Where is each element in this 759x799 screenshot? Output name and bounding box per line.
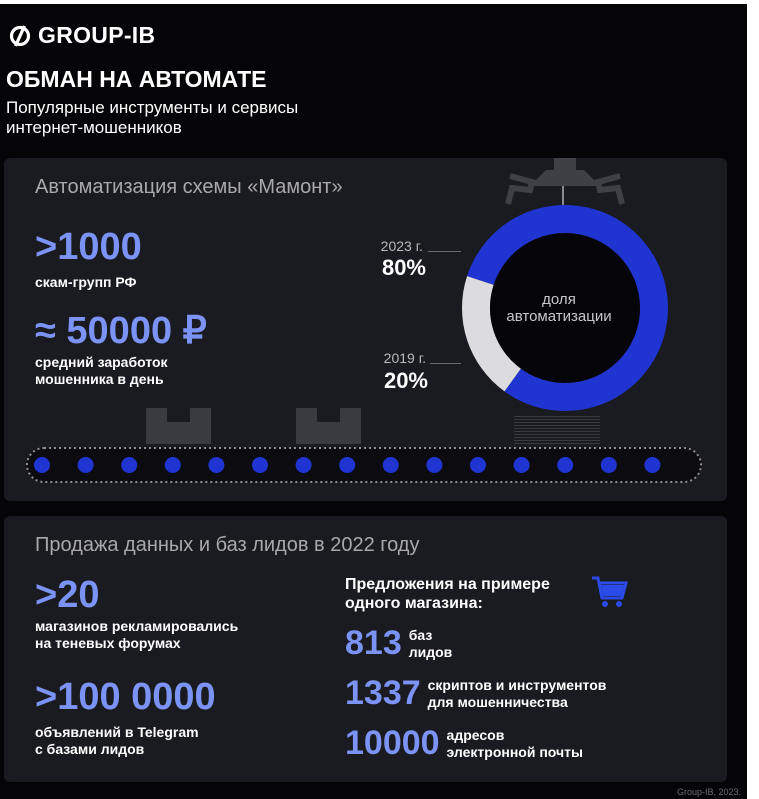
group-ib-logo [8,22,155,49]
stat-scam-groups-label: скам-групп РФ [35,274,137,290]
conveyor-roller-icon [382,456,400,474]
conveyor-roller-icon [338,456,356,474]
slice-value-2019: 20% [383,368,428,393]
stat-ads-value: >100 0000 [35,676,216,718]
automation-title: Автоматизация схемы «Мамонт» [35,176,343,198]
conveyor-belt [24,444,704,488]
conveyor-box [146,408,211,444]
conveyor-roller-icon [33,456,51,474]
conveyor-roller-icon [77,456,95,474]
logo-text: GROUP-IB [38,22,156,48]
conveyor-roller-icon [469,456,487,474]
slice-year-2019: 2019 г. [383,350,426,366]
conveyor-roller-icon [295,456,313,474]
offer-scripts-label: скриптов и инструментов для мошенничества [427,676,607,710]
leads-panel [4,516,727,782]
page-title: ОБМАН НА АВТОМАТЕ [6,66,267,92]
conveyor-roller-icon [556,456,574,474]
stat-shops-label: магазинов рекламировались на теневых форумах [35,618,239,651]
offer-emails-label: адресов электронной почты [446,726,583,760]
gripper-part [530,170,600,186]
conveyor-roller-icon [251,456,269,474]
conveyor-roller-icon [600,456,618,474]
slice-value-2023: 80% [381,255,426,280]
leads-title: Продажа данных и баз лидов в 2022 году [35,534,420,556]
gripper-part [554,158,576,170]
offer-bases [345,624,452,663]
offer-emails-value: 10000 [345,724,440,762]
offer-bases-value: 813 [345,624,402,662]
infographic [0,4,747,799]
offer-emails [345,724,583,763]
conveyor-roller-icon [164,456,182,474]
donut-center-label: доля автоматизации [506,291,612,325]
stat-scam-groups-value: >1000 [35,226,142,268]
offer-scripts-value: 1337 [345,674,421,712]
stat-earnings-value: ≈ 50000 ₽ [35,310,207,352]
offer-scripts [345,674,606,713]
stat-earnings-label: средний заработок мошенника в день [35,354,168,387]
stat-shops-value: >20 [35,574,100,616]
shopping-cart-icon [590,574,628,610]
stat-ads-label: объявлений в Telegram с базами лидов [35,724,199,757]
conveyor-box [296,408,361,444]
offer-bases-label: баз лидов [408,626,453,660]
automation-panel [4,158,727,501]
group-ib-logo-icon [8,24,32,48]
offers-title: Предложения на примере одного магазина: [345,576,550,612]
conveyor-roller-icon [643,456,661,474]
slice-year-2023: 2023 г. [380,238,423,254]
credit: Group-IB, 2023. [676,787,741,797]
conveyor-roller-icon [513,456,531,474]
conveyor-roller-icon [120,456,138,474]
gripper-part [598,176,622,204]
page-subtitle: Популярные инструменты и сервисы интернет-мошенников [6,98,299,137]
gripper-part [508,176,532,204]
conveyor-roller-icon [207,456,225,474]
conveyor-roller-icon [425,456,443,474]
